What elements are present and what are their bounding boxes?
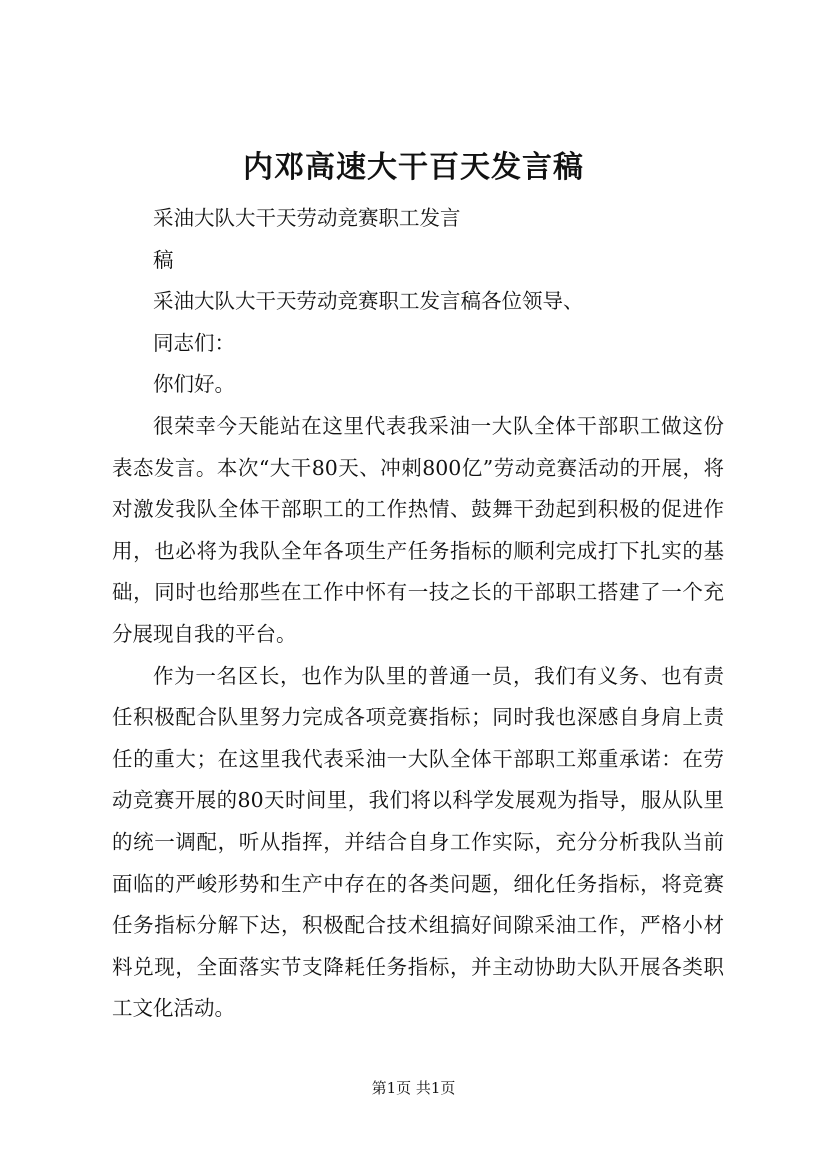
paragraph-heading-line-2: 稿 — [153, 247, 174, 272]
paragraph-greeting: 你们好。 — [153, 372, 235, 397]
document-title: 内邓高速大干百天发言稿 — [243, 150, 584, 185]
paragraph-salutation-line-2: 同志们： — [153, 330, 235, 355]
paragraph-body-1: 很荣幸今天能站在这里代表我采油一大队全体干部职工做这份表态发言。本次“大干80天、冲刺800亿”劳动竞赛活动的开展，将对激发我队全体干部职工的工作热情、鼓舞干劲起到积极的促进作用，也必将为我队全年各项生产任务指标的顺利完成打下扎实的基础，同时也给那些在工作中怀有一技之长的干部职工搭建了一个充分展现自我的平台。 — [112, 413, 724, 646]
paragraph-salutation-line-1: 采油大队大干天劳动竞赛职工发言稿各位领导、 — [153, 289, 584, 314]
paragraph-heading-line-1: 采油大队大干天劳动竞赛职工发言 — [153, 206, 461, 230]
page-footer: 第1页 共1页 — [371, 1079, 456, 1097]
paragraph-body-2: 作为一名区长，也作为队里的普通一员，我们有义务、也有责任积极配合队里努力完成各项竞赛指标；同时我也深感自身肩上责任的重大；在这里我代表采油一大队全体干部职工郑重承诺：在劳动竞赛开展的80天时间里，我们将以科学发展观为指导，服从队里的统一调配，听从指挥，并结合自身工作实际，充分分析我队当前面临的严峻形势和生产中存在的各类问题，细化任务指标，将竞赛任务指标分解下达，积极配合技术组搞好间隙采油工作，严格小材料兑现，全面落实节支降耗任务指标，并主动协助大队开展各类职工文化活动。 — [112, 663, 724, 1021]
document-body — [112, 198, 724, 1030]
